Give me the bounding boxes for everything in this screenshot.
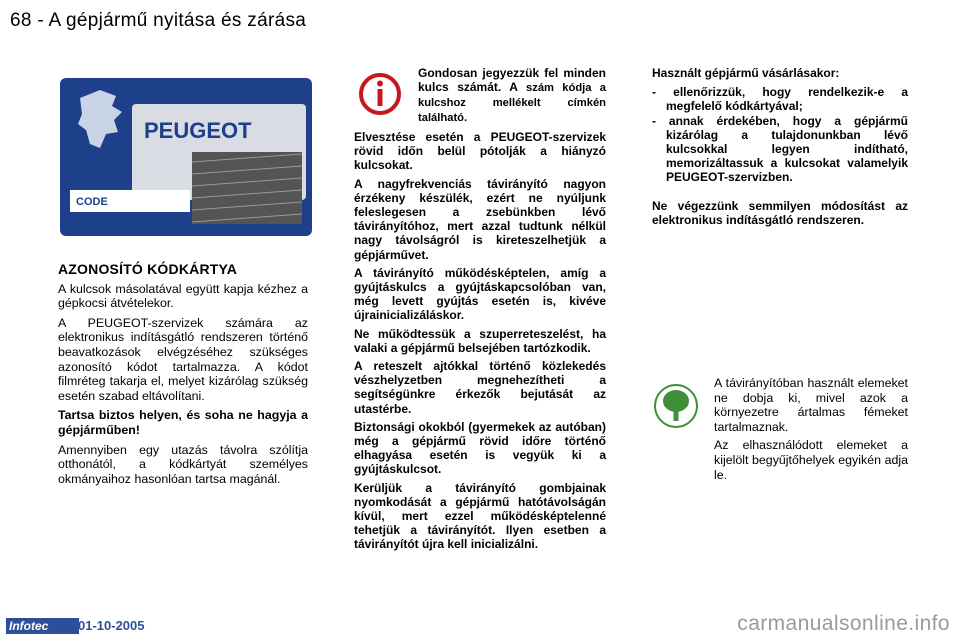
card-code-label: CODE xyxy=(76,196,108,208)
list-item: - ellenőrizzük, hogy rendelkezik-e a megfelelő kódkártyával; xyxy=(652,85,908,114)
page-title: 68 - A gépjármű nyitása és zárása xyxy=(10,10,307,31)
paragraph: Ne működtessük a szuperreteszelést, ha valaki a gépjármű belsejében tartózkodik. xyxy=(354,326,606,355)
paragraph: Ne végezzünk semmilyen módosítást az elektronikus indításgátló rendszeren. xyxy=(652,198,908,227)
watermark: carmanualsonline.info xyxy=(737,612,950,635)
note-line: szám kódja a kulcshoz mellékelt címkén található. xyxy=(418,82,606,124)
paragraph: Biztonsági okokból (gyermekek az autóban) még a gépjármű rövid időre történő elhagyása esetén is vegyük ki a gyújtáskulcsot. xyxy=(354,419,606,477)
column-used-vehicle xyxy=(652,66,908,232)
warning-paragraph: Tartsa biztos helyen, és soha ne hagyja a gépjárműben! xyxy=(58,408,308,437)
section-heading: Használt gépjármű vásárlásakor: xyxy=(652,66,840,80)
paragraph: Elvesztése esetén a PEUGEOT-szervizek rövid időn belül pótolják a hiányzó kulcsokat. xyxy=(354,130,606,173)
column-kodkartya xyxy=(58,262,308,491)
column-remote xyxy=(354,130,606,556)
paragraph: Amennyiben egy utazás távolra szólítja otthonától, a kódkártyát személyes okmányaihoz hasonlóan tartsa magánál. xyxy=(58,442,308,486)
paragraph: A PEUGEOT-szervizek számára az elektronikus indításgátló rendszeren történő beavatkozások elvégzéséhez szükséges azonosító kódot tartalmazza. A kódot filmréteg takarja el, melyet kizárólag szükség esetén szabad eltávolítani. xyxy=(58,315,308,403)
paragraph: A távirányító működésképtelen, amíg a gyújtáskulcs a gyújtáskapcsolóban van, még levett gyújtás esetén is, kivéve újrainicializáláskor. xyxy=(354,265,606,323)
footer-date: 01-10-2005 xyxy=(78,618,145,633)
note-key-numbers xyxy=(418,66,606,125)
paragraph: A nagyfrekvenciás távirányító nagyon érzékeny készülék, ezért ne nyúljunk feleslegesen a zsebünkben lévő távirányítóhoz, mert azzal tudtunk nélkül nagy távolságról is kireteszelhetjük a gépjárművet. xyxy=(354,176,606,262)
note-line: Gondosan jegyezzük fel minden kulcs számát. A xyxy=(418,66,606,94)
environment-note xyxy=(652,376,908,486)
paragraph: Kerüljük a távirányító gombjainak nyomkodását a gépjármű hatótávolságán kívül, mert ezzel működésképtelenné tehetjük a távirányítót. Ilyen esetben a távirányítót újra kell inicializálni. xyxy=(354,480,606,552)
paragraph: A távirányítóban használt elemeket ne dobja ki, mivel azok a környezetre ártalmas fémeket tartalmaznak. xyxy=(714,376,908,434)
list-item: - annak érdekében, hogy a gépjármű kizárólag a tulajdonunkban lévő kulcsokkal legyen indítható, memorizáltassuk a kulcsokat valamelyik PEUGEOT-szervizben. xyxy=(652,113,908,185)
section-heading: AZONOSÍTÓ KÓDKÁRTYA xyxy=(58,261,238,277)
code-card-illustration xyxy=(60,78,312,236)
card-brand-text: PEUGEOT xyxy=(144,118,252,143)
paragraph: A kulcsok másolatával együtt kapja kézhez a gépkocsi átvételekor. xyxy=(58,281,308,311)
paragraph: Az elhasználódott elemeket a kijelölt begyűjtőhelyek egyikén adja le. xyxy=(714,438,908,482)
info-icon xyxy=(358,72,402,116)
infotec-logo: Infotec xyxy=(6,618,79,634)
paragraph: A reteszelt ajtókkal történő közlekedés vészhelyzetben megnehezítheti a segítségünkre érkezők bejutását az utastérbe. xyxy=(354,359,606,416)
